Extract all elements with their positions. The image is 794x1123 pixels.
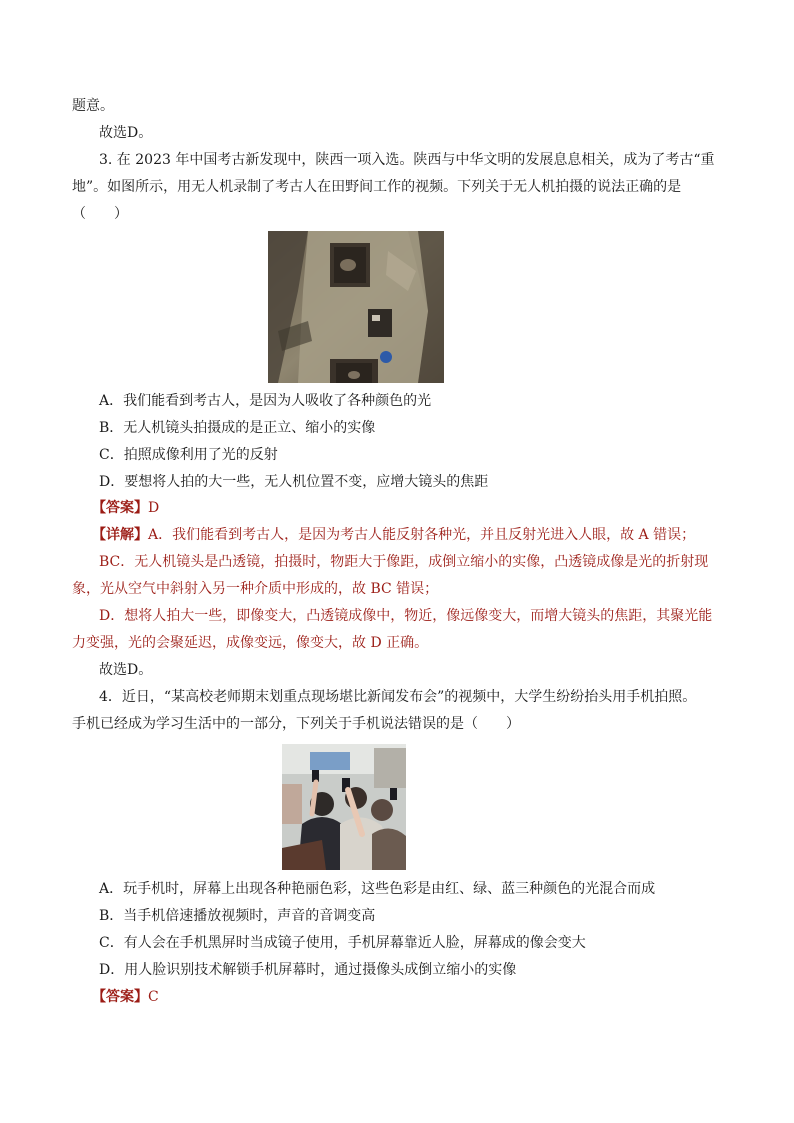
- explanation-text: A．我们能看到考古人，是因为考古人能反射各种光，并且反射光进入人眼，故 A 错误；: [148, 527, 696, 543]
- explanation-line: 力变强，光的会聚延迟，成像变远，像变大，故 D 正确。: [72, 635, 429, 651]
- option-c: C．拍照成像利用了光的反射: [99, 447, 278, 463]
- question-3-stem: 地”。如图所示，用无人机录制了考古人在田野间工作的视频。下列关于无人机拍摄的说法正确的是: [72, 179, 682, 195]
- answer-line: [92, 498, 742, 518]
- explanation-tag: 【详解】: [92, 527, 148, 543]
- answer-value: C: [148, 989, 159, 1005]
- option-a: A．我们能看到考古人，是因为人吸收了各种颜色的光: [99, 393, 432, 409]
- explanation-line: 象，光从空气中斜射入另一种介质中形成的，故 BC 错误；: [72, 581, 439, 597]
- explanation-line: BC．无人机镜头是凸透镜，拍摄时，物距大于像距，成倒立缩小的实像，凸透镜成像是光的折射现: [99, 554, 709, 570]
- explanation-line: D．想将人拍大一些，即像变大，凸透镜成像中，物近，像远像变大，而增大镜头的焦距，其聚光能: [99, 608, 713, 624]
- answer-tag: 【答案】: [92, 500, 148, 516]
- option-b: B．当手机倍速播放视频时，声音的音调变高: [99, 908, 376, 924]
- answer-line: [92, 987, 742, 1007]
- choose-line: 故选D。: [99, 662, 153, 678]
- question-3-bracket: （ ）: [72, 206, 128, 222]
- archaeology-drone-photo: [268, 231, 444, 383]
- option-c: C．有人会在手机黑屏时当成镜子使用，手机屏幕靠近人脸，屏幕成的像会变大: [99, 935, 586, 951]
- answer-value: D: [148, 500, 160, 516]
- option-a: A．玩手机时，屏幕上出现各种艳丽色彩，这些色彩是由红、绿、蓝三种颜色的光混合而成: [99, 881, 656, 897]
- option-d: D．要想将人拍的大一些，无人机位置不变，应增大镜头的焦距: [99, 474, 489, 490]
- explanation-line: [92, 525, 742, 545]
- text-line: 题意。: [72, 98, 114, 114]
- question-3-stem: 3. 在 2023 年中国考古新发现中，陕西一项入选。陕西与中华文明的发展息息相关，成为了考古“重: [99, 152, 715, 168]
- text-line: 故选D。: [99, 125, 153, 141]
- option-b: B．无人机镜头拍摄成的是正立、缩小的实像: [99, 420, 376, 436]
- option-d: D．用人脸识别技术解锁手机屏幕时，通过摄像头成倒立缩小的实像: [99, 962, 517, 978]
- question-4-stem: 4．近日，“某高校老师期末划重点现场堪比新闻发布会”的视频中，大学生纷纷抬头用手机拍照。: [99, 689, 697, 705]
- question-4-stem: 手机已经成为学习生活中的一部分，下列关于手机说法错误的是（ ）: [72, 716, 520, 732]
- classroom-phones-photo: [282, 744, 406, 870]
- answer-tag: 【答案】: [92, 989, 148, 1005]
